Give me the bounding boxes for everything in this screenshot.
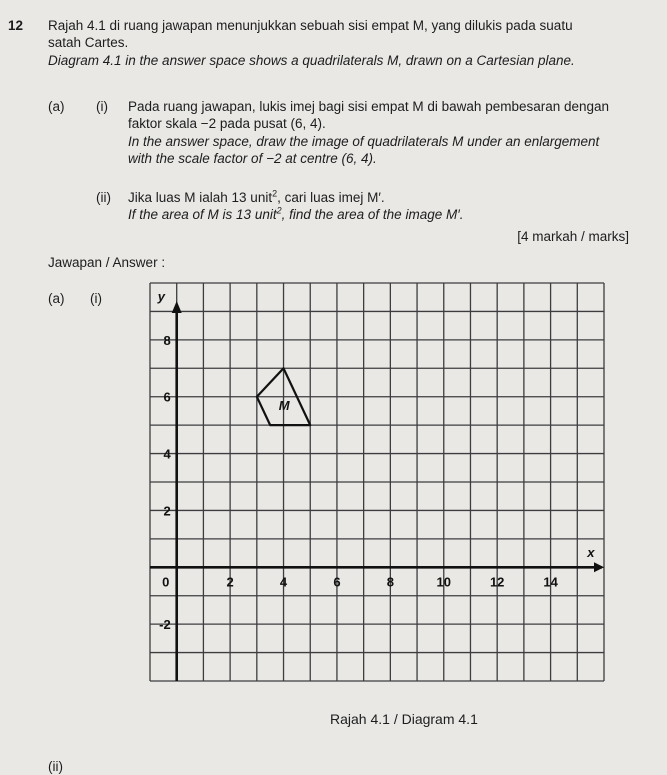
y-tick-label: -2: [159, 617, 171, 633]
part-a-i-label: (i): [96, 99, 108, 114]
x-axis-arrow-icon: [594, 562, 604, 572]
part-a-label: (a): [48, 99, 65, 114]
x-tick-label: 0: [162, 574, 170, 590]
grid-lines: [150, 283, 604, 681]
y-tick-label: 8: [163, 332, 171, 348]
intro-malay-line2: satah Cartes.: [48, 35, 129, 50]
y-axis-label: y: [157, 289, 165, 305]
quadrilateral-m-label: M: [278, 397, 290, 413]
part-a-i-malay-line2: faktor skala −2 pada pusat (6, 4).: [128, 116, 326, 131]
x-tick-label: 2: [226, 574, 234, 590]
part-a-i-english-line2: with the scale factor of −2 at centre (6, 4).: [128, 151, 377, 166]
part-a-i-malay-line1: Pada ruang jawapan, lukis imej bagi sisi empat M di bawah pembesaran dengan: [128, 99, 610, 114]
part-a-ii-malay: Jika luas M ialah 13 unit$^2$, cari luas imej M′.: [128, 188, 385, 205]
x-tick-label: 10: [436, 574, 451, 590]
part-a-i-english-line1: In the answer space, draw the image of quadrilaterals M under an enlargement: [128, 134, 600, 149]
intro-english: Diagram 4.1 in the answer space shows a quadrilaterals M, drawn on a Cartesian plane.: [48, 53, 575, 68]
answer-part-ii-label: (ii): [48, 759, 63, 774]
x-tick-label: 12: [489, 574, 505, 590]
question-number: 12: [8, 18, 24, 33]
y-tick-label: 2: [163, 503, 171, 519]
y-tick-label: 6: [163, 389, 171, 405]
answer-part-a-label: (a): [48, 291, 65, 306]
y-tick-label: 4: [163, 446, 171, 462]
intro-malay-line1: Rajah 4.1 di ruang jawapan menunjukkan sebuah sisi empat M, yang dilukis pada suatu: [48, 18, 573, 33]
part-a-ii-english: If the area of M is 13 unit$^2$, find the area of the image M′.: [128, 205, 464, 222]
tick-labels: [157, 289, 596, 632]
y-axis-arrow-icon: [172, 301, 182, 313]
part-a-ii-label: (ii): [96, 190, 111, 205]
x-tick-label: 8: [386, 574, 394, 590]
answer-heading: Jawapan / Answer :: [48, 255, 166, 270]
marks-label: [4 markah / marks]: [517, 229, 629, 244]
x-tick-label: 6: [333, 574, 341, 590]
answer-part-i-label: (i): [90, 291, 102, 306]
diagram-caption: Rajah 4.1 / Diagram 4.1: [330, 711, 478, 727]
x-tick-label: 14: [543, 574, 558, 590]
x-tick-label: 4: [279, 574, 288, 590]
x-axis-label: x: [587, 545, 595, 561]
